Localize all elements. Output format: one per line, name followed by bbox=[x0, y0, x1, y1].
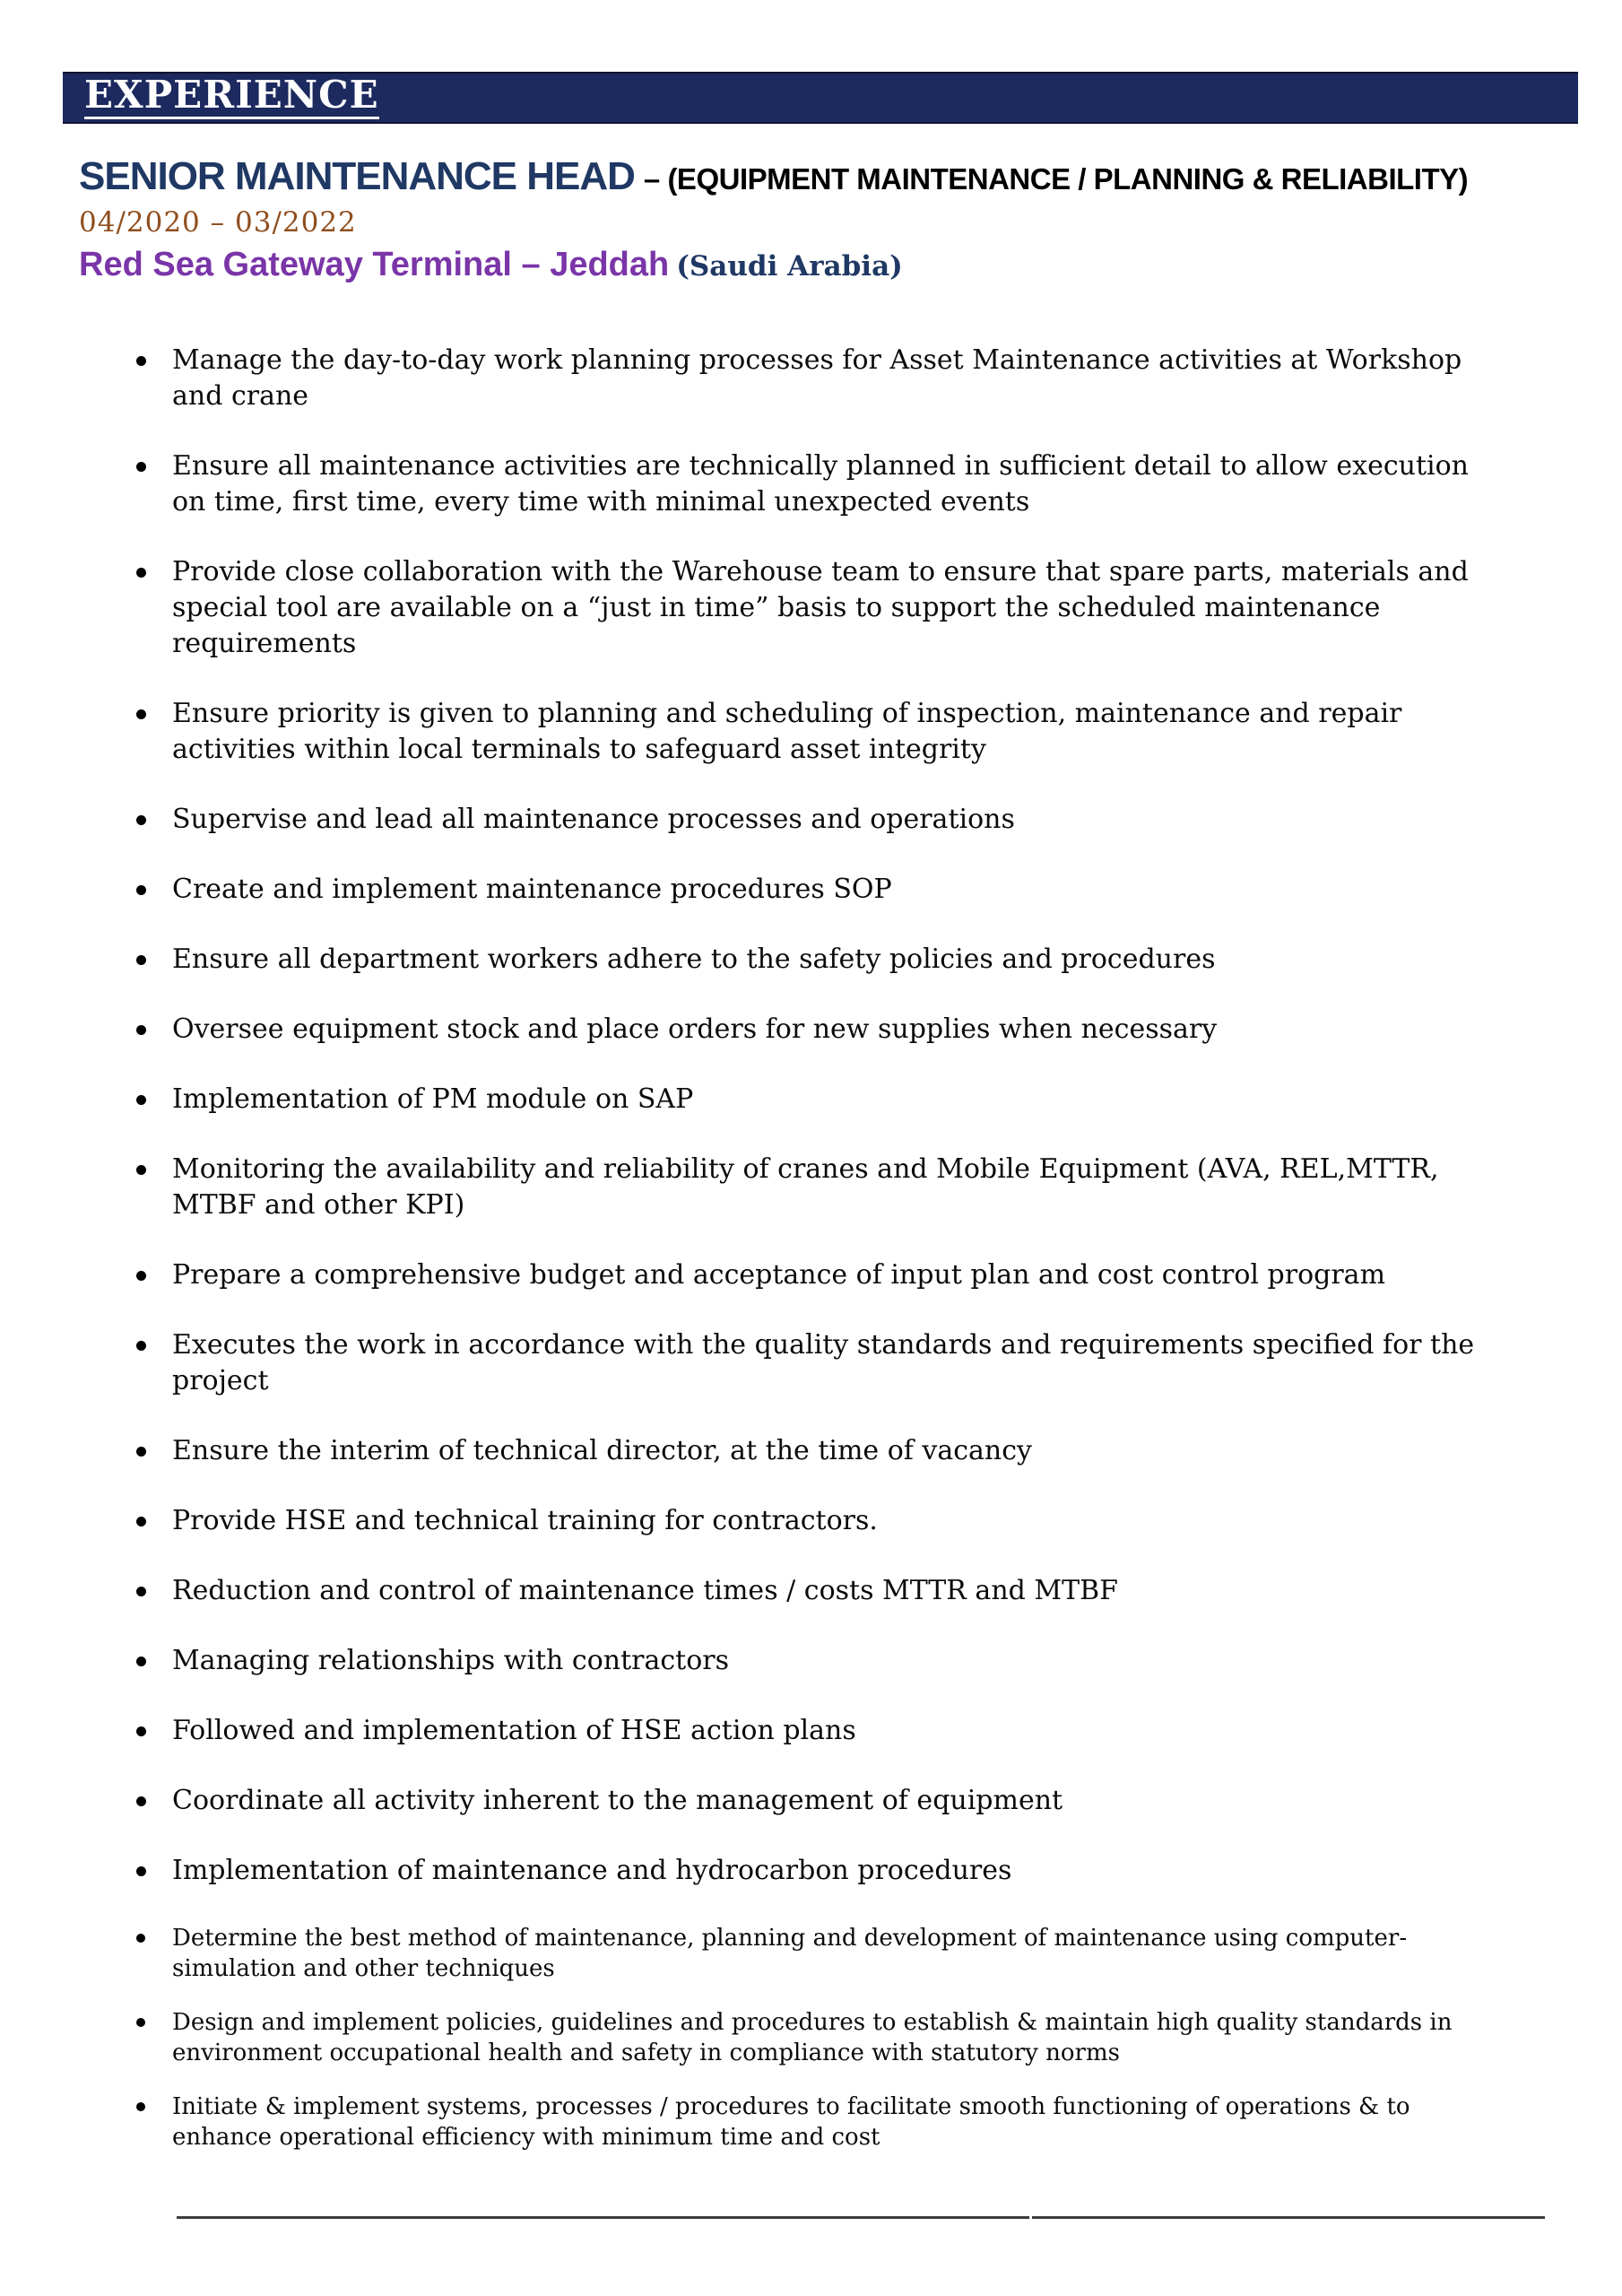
bullet-item: Ensure the interim of technical director, at the time of vacancy bbox=[134, 1433, 1506, 1469]
bottom-divider bbox=[177, 2216, 1545, 2219]
bullet-item: Ensure all department workers adhere to the safety policies and procedures bbox=[134, 942, 1506, 978]
responsibilities-list bbox=[134, 343, 1506, 2176]
job-title-detail: – (EQUIPMENT MAINTENANCE / PLANNING & RELIABILITY) bbox=[643, 162, 1469, 196]
bullet-item: Monitoring the availability and reliability of cranes and Mobile Equipment (AVA, REL,MTTR, MTBF and other KPI) bbox=[134, 1152, 1506, 1223]
bullet-item: Determine the best method of maintenance, planning and development of maintenance using computer-simulation and other techniques bbox=[134, 1923, 1506, 1984]
bullet-item: Supervise and lead all maintenance processes and operations bbox=[134, 802, 1506, 838]
bullet-item: Initiate & implement systems, processes / procedures to facilitate smooth functioning of operations & to enhance operational efficiency with minimum time and cost bbox=[134, 2092, 1506, 2152]
bullet-item: Ensure priority is given to planning and scheduling of inspection, maintenance and repair activities within local terminals to safeguard asset integrity bbox=[134, 696, 1506, 768]
bullet-item: Manage the day-to-day work planning processes for Asset Maintenance activities at Workshop and crane bbox=[134, 343, 1506, 414]
company-name: Red Sea Gateway Terminal – Jeddah bbox=[79, 246, 670, 283]
company-location: (Saudi Arabia) bbox=[676, 250, 903, 283]
job-title: SENIOR MAINTENANCE HEAD bbox=[79, 154, 635, 198]
bullet-item: Followed and implementation of HSE action plans bbox=[134, 1713, 1506, 1749]
bullet-item: Implementation of PM module on SAP bbox=[134, 1082, 1506, 1118]
bullet-item: Prepare a comprehensive budget and acceptance of input plan and cost control program bbox=[134, 1257, 1506, 1293]
divider-segment-right bbox=[1032, 2216, 1545, 2219]
bullet-item: Ensure all maintenance activities are technically planned in sufficient detail to allow execution on time, first time, every time with minimal unexpected events bbox=[134, 448, 1506, 520]
divider-segment-left bbox=[177, 2216, 1029, 2219]
job-dates: 04/2020 – 03/2022 bbox=[79, 206, 357, 239]
bullet-item: Reduction and control of maintenance times / costs MTTR and MTBF bbox=[134, 1573, 1506, 1609]
bullet-item: Create and implement maintenance procedures SOP bbox=[134, 872, 1506, 908]
bullet-item: Provide close collaboration with the Warehouse team to ensure that spare parts, materials and special tool are available on a “just in time” basis to support the scheduled maintenance requirements bbox=[134, 554, 1506, 662]
bullet-item: Implementation of maintenance and hydrocarbon procedures bbox=[134, 1853, 1506, 1889]
job-header bbox=[79, 154, 1585, 284]
experience-section-bar bbox=[63, 72, 1578, 124]
bullet-item: Design and implement policies, guidelines and procedures to establish & maintain high quality standards in environment occupational health and safety in compliance with statutory norms bbox=[134, 2007, 1506, 2068]
section-title: EXPERIENCE bbox=[84, 76, 379, 119]
bullet-item: Coordinate all activity inherent to the management of equipment bbox=[134, 1783, 1506, 1819]
bullet-item: Oversee equipment stock and place orders for new supplies when necessary bbox=[134, 1012, 1506, 1048]
bullet-item: Managing relationships with contractors bbox=[134, 1643, 1506, 1679]
job-title-line bbox=[79, 154, 1585, 199]
bullet-item: Provide HSE and technical training for contractors. bbox=[134, 1503, 1506, 1539]
bullet-item: Executes the work in accordance with the quality standards and requirements specified for the project bbox=[134, 1327, 1506, 1399]
job-company-line bbox=[79, 246, 1585, 284]
